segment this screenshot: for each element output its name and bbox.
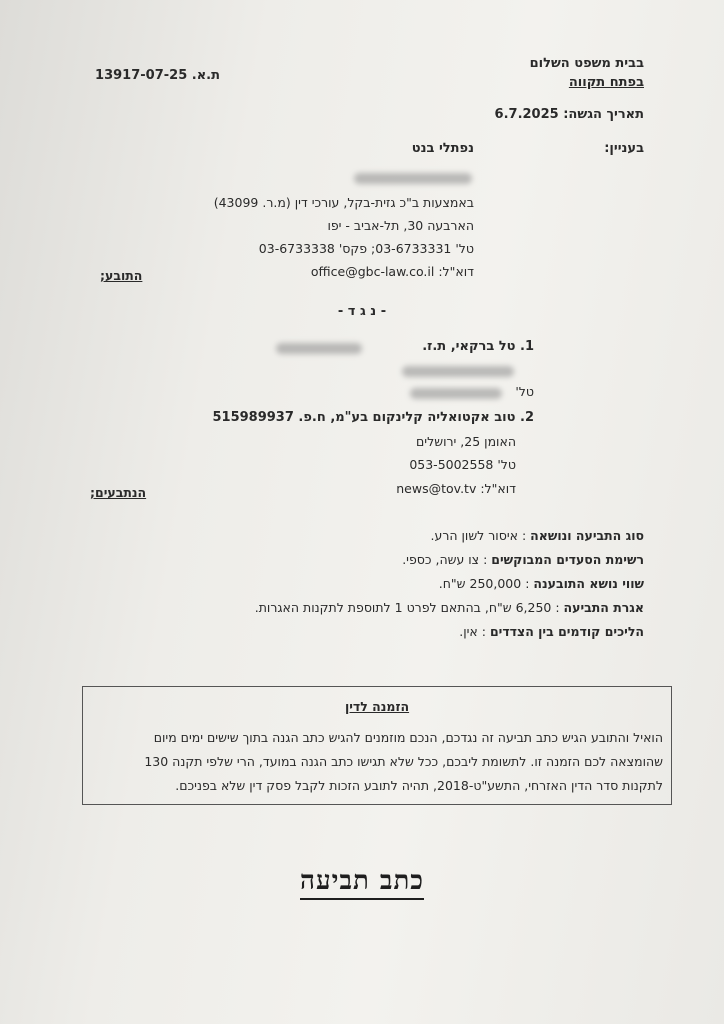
invitation-heading: הזמנה לדין [344,699,410,714]
defendants-role: הנתבעים; [90,485,147,500]
case-number: ת.א. 13917-07-25 [95,68,220,83]
matter-label: בעניין: [604,141,644,156]
plaintiff-representation: באמצעות ב"כ גזית-בקל, עורכי דין (מ.ר. 43099) [213,195,474,210]
claim-detail-value: : 6,250 ש"ח, בהתאם לפרט 1 לתוספת לתקנות האגרות. [254,600,560,615]
claim-detail-label: הליכים קודמים בין הצדדים [489,624,644,639]
claim-detail-value: : 250,000 ש"ח. [438,576,530,591]
filing-date: תאריך הגשה: 6.7.2025 [494,107,644,122]
email-label: דוא"ל: [480,481,516,496]
claim-detail-label: רשימת הסעדים המבוקשים [491,552,644,567]
remedies-line [402,552,644,567]
defendant-2-email-line [396,481,516,496]
redacted-text [410,388,502,399]
plaintiff-name: נפתלי בנט [411,141,474,156]
court-location: בפתח תקווה [568,75,644,90]
fee-line [255,600,644,615]
defendant-2-email: news@tov.tv [396,481,477,496]
plaintiff-role: התובע; [100,268,143,283]
defendant-2-address: האומן 25, ירושלים [416,434,516,449]
plaintiff-email-line [311,264,474,279]
claim-detail-value: : איסור לשון הרע. [430,528,527,543]
email-label: דוא"ל: [438,264,474,279]
invitation-line: לתקנות סדר הדין האזרחי, התשע"ט-2018, תהיה לתובע הזכות לקבל פסק דין שלא בפניכם. [175,778,663,793]
defendant-2-name: 2. טוב אקטואליה קלינקום בע"מ, ח.פ. 515989937 [212,410,534,425]
prior-proceedings-line [459,624,644,639]
plaintiff-email: office@gbc-law.co.il [310,264,435,279]
plaintiff-phone-fax: טל' 03-6733331; פקס' 03-6733338 [258,241,474,256]
claim-detail-label: שווי נושא התובענה [533,576,644,591]
invitation-box [82,686,672,805]
claim-detail-label: אגרת התביעה [563,600,644,615]
defendant-1-phone-label: טל' [515,384,534,399]
claim-value-line [439,576,644,591]
redacted-text [402,366,514,377]
document-title [0,866,724,896]
court-name: בבית משפט השלום [529,56,644,71]
claim-detail-value: : אין. [459,624,486,639]
claim-type-line [431,528,644,543]
redacted-text [276,343,362,354]
document-title-text: כתב תביעה [300,866,424,900]
redacted-text [354,173,472,184]
defendant-2-phone: טל' 053-5002558 [409,457,516,472]
plaintiff-address: הארבעה 30, תל-אביב - יפו [327,218,474,233]
defendant-1-name: 1. טל ברקאי, ת.ז. [422,339,534,354]
invitation-line: שהומצאה לכם הזמנה זו. לתשומת ליבכם, ככל שלא תגישו כתב הגנה במועד, הרי שלפי תקנה 130 [144,754,663,769]
invitation-line: הואיל והתובע הגיש כתב תביעה זה נגדכם, הנכם מוזמנים להגיש כתב הגנה בתוך שישים ימים מיום [153,730,663,745]
claim-detail-label: סוג התביעה ונושאה [530,528,644,543]
versus-label: - נ ג ד - [337,304,387,319]
claim-detail-value: : צו עשה, כספי. [402,552,488,567]
